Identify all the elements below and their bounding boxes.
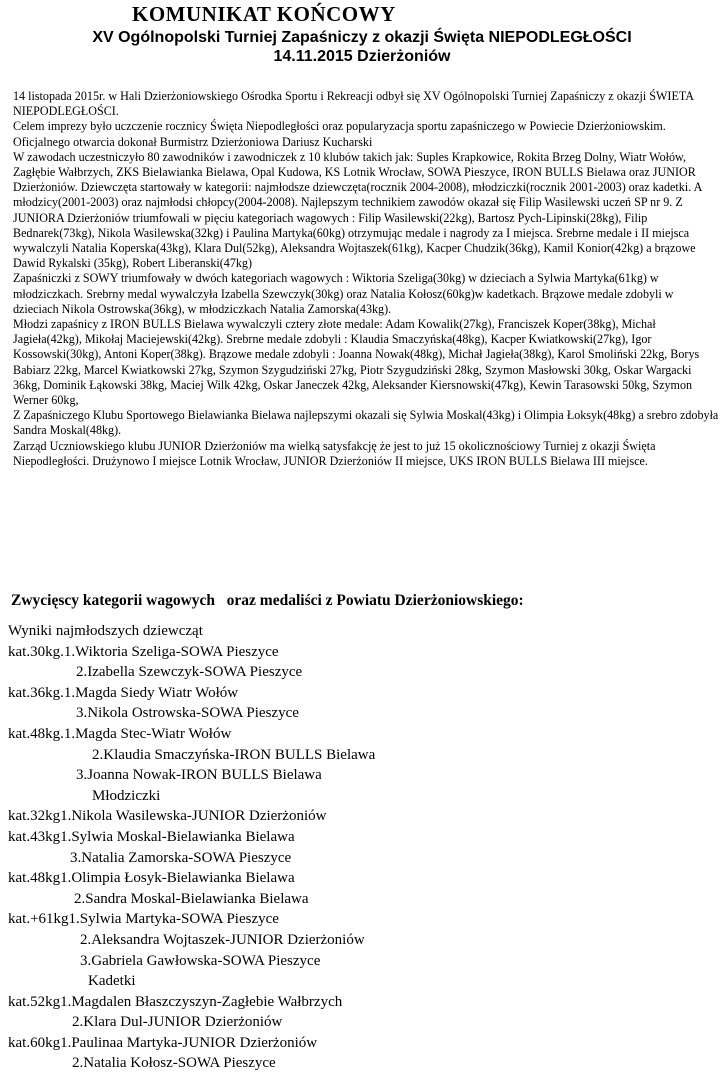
result-line: 2.Izabella Szewczyk-SOWA Pieszyce [76,664,303,681]
tournament-subtitle: XV Ogólnopolski Turniej Zapaśniczy z okazji Święta NIEPODLEGŁOŚCI [92,29,632,46]
result-line: kat.48kg1.Olimpia Łosyk-Bielawianka Bielawa [8,870,295,887]
result-line: 2.Klara Dul-JUNIOR Dzierżoniów [72,1014,283,1031]
paragraph-iron-bulls: Młodzi zapaśnicy z IRON BULLS Bielawa wywalczyli cztery złote medale: Adam Kowalik(27kg), Franciszek Koper(38kg), Michał Jagieła(42kg), Mikołaj Maciejewski(42kg). Srebrne medale zdobyli : Klaudia Smaczyńska(48kg), Kacper Kwiatkowski(27kg), Igor Kossowski(30kg), Antoni Koper(38kg). Brązowe medale zdobyli : Joanna Nowak(48kg), Michał Jagieła(38kg), Karol Smoliński 22kg, Borys Babiarz 22kg, Marcel Kwiatkowski 27kg, Szymon Szygudziński 27kg, Piotr Szygudziński 28kg, Szymon Masłowski 30kg, Oskar Wargacki 36kg, Dominik Łąkowski 38kg, Maciej Wilk 42kg, Oskar Janeczek 42kg, Aleksander Kiersnowski(47kg), Kewin Tarasowski 50kg, Szymon Werner 60kg, [13,317,700,408]
result-line: kat.+61kg1.Sylwia Martyka-SOWA Pieszyce [8,911,279,928]
results-section-label: Kadetki [88,973,136,990]
result-line: kat.48kg.1.Magda Stec-Wiatr Wołów [8,725,232,742]
tournament-date-place: 14.11.2015 Dzierżoniów [273,48,451,65]
result-line: kat.32kg1.Nikola Wasilewska-JUNIOR Dzierżoniów [8,808,327,825]
result-line: kat.60kg1.Paulinaa Martyka-JUNIOR Dzierżoniów [8,1034,318,1051]
result-line: 2.Klaudia Smaczyńska-IRON BULLS Bielawa [92,746,376,763]
paragraph-intro: 14 listopada 2015r. w Hali Dzierżoniowskiego Ośrodka Sportu i Rekreacji odbył się XV Ogólnopolski Turniej Zapaśniczy z okazji ŚWIETA NIEPODLEGŁOŚCI. [13,89,694,119]
result-line: kat.43kg1.Sylwia Moskal-Bielawianka Bielawa [8,828,295,845]
paragraph-purpose: Celem imprezy było uczczenie rocznicy Święta Niepodległości oraz popularyzacja sportu zapaśniczego w Powiecie Dzierżoniowskim. Oficjalnego otwarcia dokonał Burmistrz Dzierżoniowa Dariusz Kucharski [13,119,666,149]
document-title: KOMUNIKAT KOŃCOWY [132,2,396,26]
results-section-label: Młodziczki [92,787,161,804]
results-section-label: Wyniki najmłodszych dziewcząt [8,623,203,639]
results-list [8,621,720,1074]
result-line: kat.30kg.1.Wiktoria Szeliga-SOWA Pieszyce [8,643,279,660]
paragraph-participants: W zawodach uczestniczyło 80 zawodników i zawodniczek z 10 klubów takich jak: Suples Krapkowice, Rokita Brzeg Dolny, Wiatr Wołów, Zagłębie Wałbrzych, ZKS Bielawianka Bielawa, Opal Kudowa, KS Lotnik Wrocław, SOWA Pieszyce, IRON BULLS Bielawa oraz JUNIOR Dzierżoniów. Dziewczęta startowały w kategorii: najmłodsze dziewczęta(rocznik 2004-2008), młodziczki(rocznik 2001-2003) oraz kadetki. A młodzicy(2001-2003) oraz najmłodsi chłopcy(2004-2008). Najlepszym technikiem zawodów okazał się Filip Wasilewski uczeń SP nr 9. Z JUNIORA Dzierżoniów triumfowali w pięciu kategoriach wagowych : Filip Wasilewski(22kg), Bartosz Pych-Lipinski(28kg), Filip Bednarek(73kg), Nikola Wasilewska(32kg) i Paulina Martyka(60kg) otrzymując medale i nagrody za I miejsca. Srebrne medale i II miejsca wywalczyli Natalia Koperska(43kg), Klara Dul(52kg), Aleksandra Wojtaszek(61kg), Kacper Chudzik(36kg), Kamil Konior(42kg) a brązowe Dawid Rykalski (35kg), Robert Liberanski(47kg) [13,149,702,271]
paragraph-sowa: Zapaśniczki z SOWY triumfowały w dwóch kategoriach wagowych : Wiktoria Szeliga(30kg) w dzieciach a Sylwia Martyka(61kg) w młodziczkach. Srebrny medal wywalczyła Izabella Szewczyk(30kg) oraz Natalia Kołosz(60kg)w kadetkach. Brązowe medale zdobyli w dzieciach Nikola Ostrowska(36kg), w młodziczkach Natalia Zamorska(43kg). [13,271,674,316]
result-line: 2.Aleksandra Wojtaszek-JUNIOR Dzierżoniów [80,931,365,948]
result-line: 2.Sandra Moskal-Bielawianka Bielawa [74,890,309,907]
result-line: 3.Natalia Zamorska-SOWA Pieszyce [70,849,292,866]
result-line: 3.Nikola Ostrowska-SOWA Pieszyce [76,705,299,722]
result-line: 3.Gabriela Gawłowska-SOWA Pieszyce [80,952,321,969]
paragraph-summary: Zarząd Uczniowskiego klubu JUNIOR Dzierżoniów ma wielką satysfakcję że jest to już 15 okolicznościowy Turniej z okazji Święta Niepodległości. Drużynowo I miejsce Lotnik Wrocław, JUNIOR Dzierżoniów II miejsce, UKS IRON BULLS Bielawa III miejsce. [13,438,656,468]
results-heading: Zwycięscy kategorii wagowych oraz medaliści z Powiatu Dzierżoniowskiego: [11,592,524,609]
result-line: kat.52kg1.Magdalen Błaszczyszyn-Zagłebie Wałbrzych [8,993,343,1010]
result-line: kat.36kg.1.Magda Siedy Wiatr Wołów [8,684,239,701]
result-line: 3.Joanna Nowak-IRON BULLS Bielawa [76,767,322,784]
report-body [13,89,719,469]
paragraph-bielawianka: Z Zapaśniczego Klubu Sportowego Bielawianka Bielawa najlepszymi okazali się Sylwia Moskal(43kg) i Olimpia Łoksyk(48kg) a srebro zdobyła Sandra Moskal(48kg). [13,408,719,438]
result-line: 2.Natalia Kołosz-SOWA Pieszyce [72,1055,276,1072]
